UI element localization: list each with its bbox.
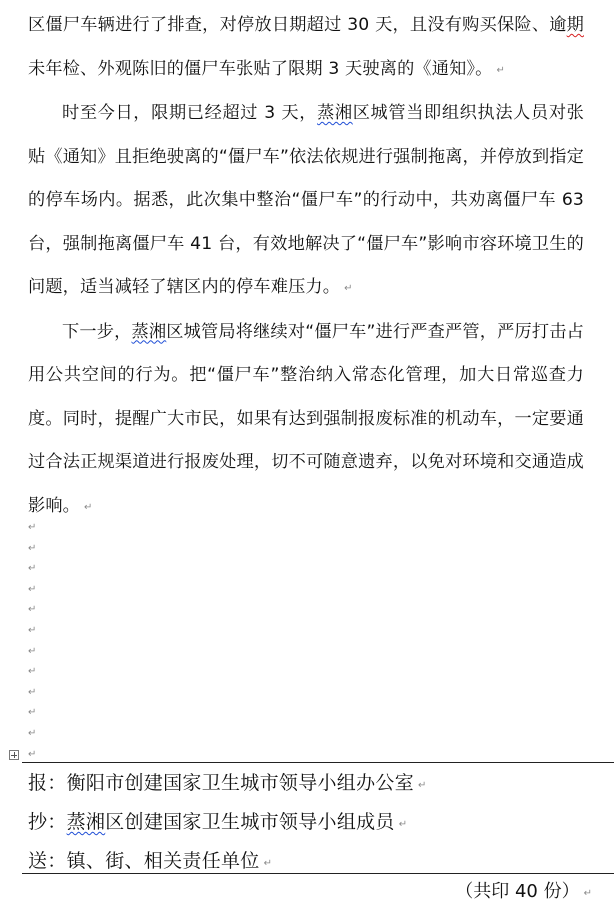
text-run: 时至今日，限期已经超过 3 天， bbox=[62, 103, 318, 123]
text-run: 衡阳市创建国家卫生城市领导小组办公室 bbox=[66, 772, 415, 794]
text-run: 蒸湘 bbox=[66, 811, 106, 833]
paragraph-mark-icon: ↵ bbox=[344, 283, 353, 294]
distribution-top-rule bbox=[22, 762, 614, 763]
empty-paragraph: ↵ bbox=[28, 707, 37, 719]
text-run: 下一步， bbox=[62, 321, 132, 342]
paragraph-mark-icon: ↵ bbox=[418, 780, 427, 791]
empty-paragraph: ↵ bbox=[28, 583, 37, 595]
distribution-bottom-rule bbox=[22, 873, 614, 874]
text-run: 区僵尸车辆进行了排查，对停放日期超过 30 天，且没有购买保险、逾 bbox=[28, 15, 567, 35]
text-run: 期 bbox=[566, 15, 584, 35]
empty-paragraph: ↵ bbox=[28, 686, 37, 698]
empty-paragraph: ↵ bbox=[28, 645, 37, 657]
print-copies-note bbox=[455, 878, 592, 908]
empty-paragraph: ↵ bbox=[28, 666, 37, 678]
paragraph-2 bbox=[28, 92, 584, 311]
empty-paragraph: ↵ bbox=[28, 624, 37, 636]
text-run: 区创建国家卫生城市领导小组成员 bbox=[105, 811, 395, 833]
distribution-label: 抄： bbox=[28, 811, 67, 833]
paragraph-mark-icon: ↵ bbox=[263, 858, 273, 869]
print-copies-text: （共印 40 份） bbox=[455, 881, 580, 902]
document-body bbox=[28, 4, 584, 529]
empty-paragraph: ↵ bbox=[28, 604, 37, 616]
copy-to-line bbox=[28, 804, 427, 843]
distribution-block bbox=[28, 765, 427, 882]
text-run: 区城管当即组织执法人员对张贴《通知》且拒绝驶离的“僵尸车”依法依规进行强制拖离，并停放到指定的停车场内。据悉，此次集中整治“僵尸车”的行动中，共劝离僵尸车 63 台，强制拖离僵尸车 41 台，有效地解决了“僵尸车”影响市容环境卫生的问题，适当减轻了辖区内的停车难压力。 bbox=[28, 103, 584, 297]
empty-paragraph: ↵ bbox=[28, 522, 37, 533]
send-to-line bbox=[28, 843, 427, 882]
paragraph-1 bbox=[28, 4, 584, 92]
empty-paragraph-marks bbox=[28, 518, 36, 765]
empty-paragraph: ↵ bbox=[28, 563, 37, 575]
distribution-label: 报： bbox=[28, 772, 67, 794]
empty-paragraph: ↵ bbox=[28, 748, 37, 760]
table-move-handle-icon[interactable] bbox=[9, 750, 19, 760]
text-run: 蒸湘 bbox=[131, 321, 167, 342]
paragraph-mark-icon: ↵ bbox=[398, 819, 408, 830]
distribution-label: 送： bbox=[28, 850, 67, 872]
empty-paragraph: ↵ bbox=[28, 542, 37, 554]
paragraph-mark-icon: ↵ bbox=[496, 64, 506, 76]
text-run: 区城管局将继续对“僵尸车”进行严查严管，严厉打击占用公共空间的行为。把“僵尸车”整治纳入常态化管理，加大日常巡查力度。同时，提醒广大市民，如果有达到强制报废标准的机动车，一定要通过合法正规渠道进行报废处理，切不可随意遗弃，以免对环境和交通造成影响。 bbox=[28, 321, 584, 516]
paragraph-mark-icon: ↵ bbox=[583, 888, 592, 899]
text-run: 蒸湘 bbox=[317, 103, 353, 123]
empty-paragraph: ↵ bbox=[28, 727, 37, 739]
paragraph-mark-icon: ↵ bbox=[84, 501, 93, 513]
report-to-line bbox=[28, 765, 427, 804]
text-run: 未年检、外观陈旧的僵尸车张贴了限期 3 天驶离的《通知》。 bbox=[28, 58, 493, 79]
text-run: 镇、街、相关责任单位 bbox=[66, 850, 260, 872]
paragraph-3 bbox=[28, 311, 584, 530]
